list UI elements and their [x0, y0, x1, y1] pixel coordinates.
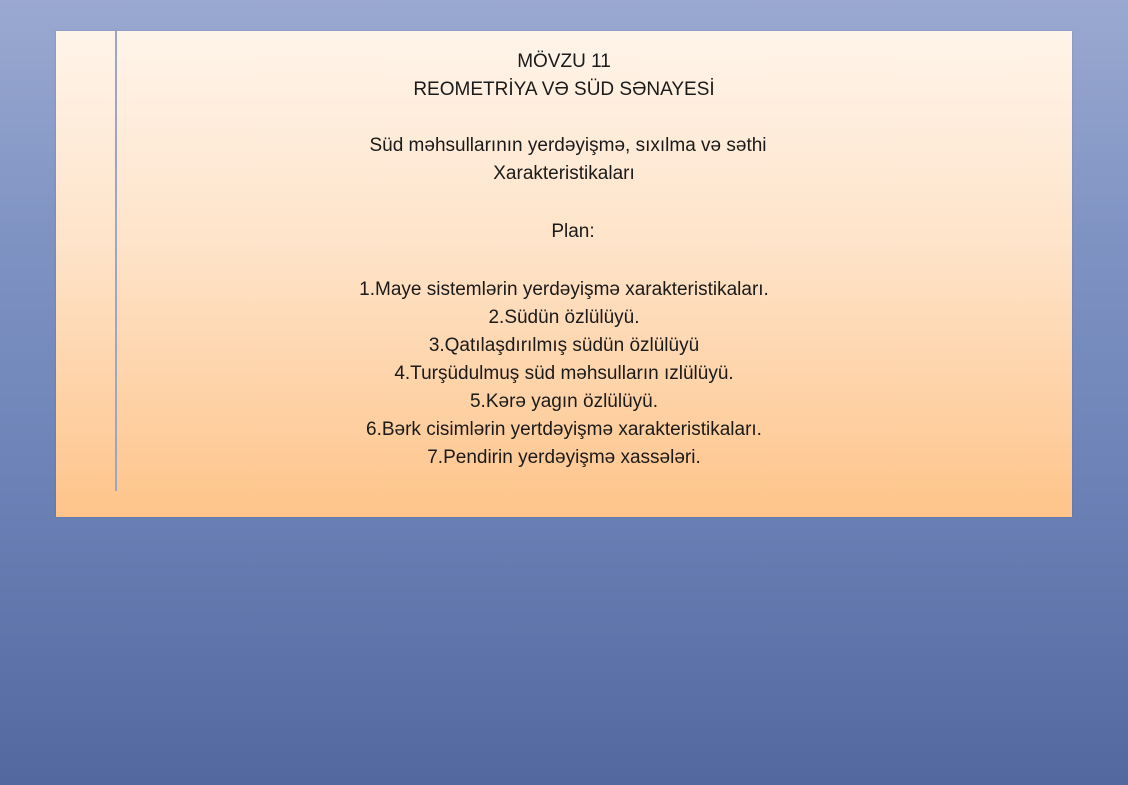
plan-list	[56, 276, 1072, 472]
slide-card	[56, 31, 1072, 517]
topic-number: MÖVZU 11	[517, 51, 611, 72]
subtitle-line-2: Xarakteristikaları	[493, 163, 635, 184]
plan-item: 1.Maye sistemlərin yerdəyişmə xarakteristikaları.	[359, 279, 769, 300]
plan-item: 6.Bərk cisimlərin yertdəyişmə xarakteristikaları.	[366, 419, 762, 440]
plan-item: 2.Südün özlülüyü.	[488, 307, 640, 328]
plan-item: 4.Turşüdulmuş süd məhsulların ızlülüyü.	[394, 363, 734, 384]
plan-item: 3.Qatılaşdırılmış südün özlülüyü	[428, 335, 700, 356]
topic-title: REOMETRİYA VƏ SÜD SƏNAYESİ	[413, 79, 715, 100]
plan-item: 5.Kərə yagın özlülüyü.	[469, 391, 658, 412]
subtitle-line-1: Süd məhsullarının yerdəyişmə, sıxılma və səthi	[369, 135, 767, 156]
plan-item: 7.Pendirin yerdəyişmə xassələri.	[427, 447, 701, 468]
plan-heading: Plan:	[551, 221, 595, 242]
